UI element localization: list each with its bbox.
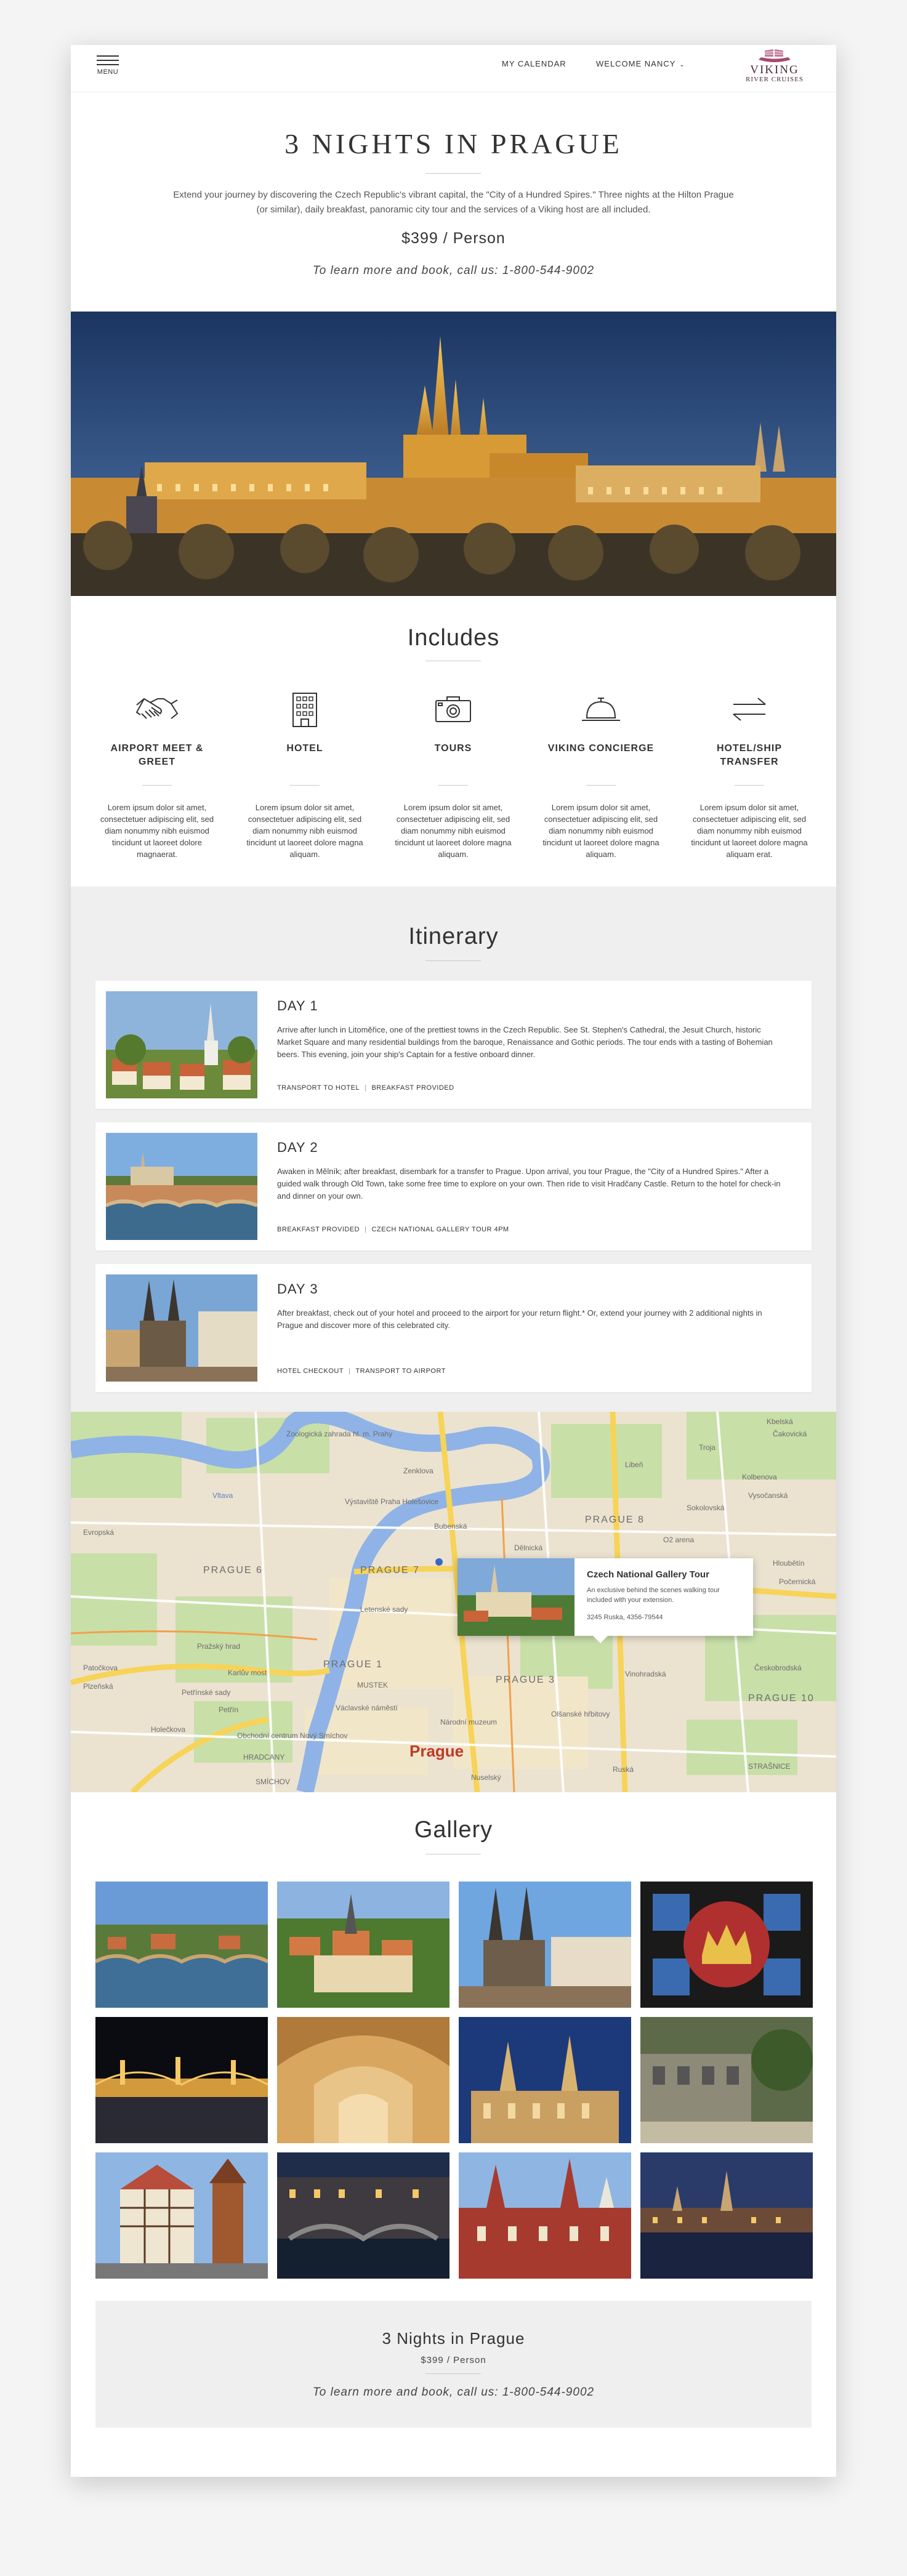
logo-line1: VIKING bbox=[750, 63, 799, 76]
map-label: Evropská bbox=[83, 1528, 115, 1537]
map-label: Hloubětín bbox=[773, 1559, 805, 1568]
include-title: HOTEL bbox=[286, 743, 323, 754]
divider bbox=[142, 785, 172, 786]
gallery-image[interactable] bbox=[95, 1882, 268, 2008]
gallery-image[interactable] bbox=[640, 1882, 813, 2008]
map-label: Letenské sady bbox=[360, 1605, 408, 1614]
divider bbox=[735, 785, 764, 786]
popup-description: An exclusive behind the scenes walking tour included with your extension. bbox=[587, 1587, 720, 1604]
footer-title: 3 Nights in Prague bbox=[382, 2329, 525, 2348]
divider bbox=[438, 785, 468, 786]
itinerary-day-card bbox=[95, 981, 812, 1109]
gallery-image[interactable] bbox=[95, 2017, 268, 2143]
day-tag: TRANSPORT TO HOTEL bbox=[277, 1084, 360, 1092]
itinerary-day-card bbox=[95, 1122, 812, 1250]
map-pin-icon[interactable] bbox=[435, 1558, 443, 1566]
include-hotel bbox=[243, 688, 366, 860]
hamburger-icon bbox=[95, 55, 120, 65]
map-label: Národní muzeum bbox=[440, 1718, 498, 1726]
itinerary-divider bbox=[425, 960, 481, 961]
day-tags: TRANSPORT TO HOTEL | BREAKFAST PROVIDED bbox=[277, 1084, 454, 1092]
include-description: Lorem ipsum dolor sit amet, consectetuer adipiscing elit, sed diam nonummy nibh euismod tincidunt ut laoreet dolore magna aliquam erat. bbox=[691, 803, 808, 859]
prague-map[interactable] bbox=[71, 1412, 836, 1792]
footer-price: $399 / Person bbox=[421, 2355, 486, 2365]
map-city-label: Prague bbox=[409, 1742, 464, 1760]
includes-title: Includes bbox=[407, 625, 500, 651]
concierge-bell-icon bbox=[576, 688, 626, 731]
gallery-image[interactable] bbox=[459, 2152, 631, 2279]
day-title: DAY 1 bbox=[277, 998, 318, 1013]
map-label: Libeň bbox=[625, 1460, 643, 1469]
gallery-image[interactable] bbox=[277, 1882, 449, 2008]
map-label: Troja bbox=[699, 1443, 716, 1452]
include-airport-meet bbox=[95, 688, 219, 860]
handshake-icon bbox=[132, 688, 182, 731]
day-tag: BREAKFAST PROVIDED bbox=[277, 1226, 360, 1233]
include-description: Lorem ipsum dolor sit amet, consectetuer adipiscing elit, sed diam nonummy nibh euismod tincidunt ut laoreet dolore magna aliquam. bbox=[542, 803, 659, 859]
map-label: Václavské náměstí bbox=[336, 1704, 398, 1712]
footer-cta bbox=[95, 2301, 812, 2428]
map-label: Počernická bbox=[779, 1577, 816, 1586]
camera-icon bbox=[429, 688, 478, 731]
popup-address: 3245 Ruska, 4356-79544 bbox=[587, 1614, 663, 1621]
map-label: Dělnická bbox=[514, 1544, 543, 1552]
map-label: Kolbenova bbox=[742, 1473, 777, 1481]
divider bbox=[586, 785, 616, 786]
map-label: Čakovická bbox=[773, 1430, 807, 1438]
day-tag: BREAKFAST PROVIDED bbox=[371, 1084, 454, 1092]
itinerary-title: Itinerary bbox=[408, 924, 499, 949]
map-label: SMÍCHOV bbox=[256, 1777, 291, 1786]
day-tags: BREAKFAST PROVIDED | CZECH NATIONAL GALLERY TOUR 4PM bbox=[277, 1226, 509, 1233]
divider bbox=[290, 785, 320, 786]
longship-icon bbox=[756, 49, 793, 65]
gallery-title: Gallery bbox=[414, 1817, 493, 1843]
day-description: Arrive after lunch in Litoměřice, one of the prettiest towns in the Czech Republic. See St. Stephen's Cathedral, the Jesuit Church, historic Market Square and many residential buildings from the baroque, Renaissance and Gothic periods. The tour ends with a tasting of Bohemian beers. This evening, join your ship's Captain for a festive onboard dinner. bbox=[277, 1025, 773, 1059]
map-label: Bubenská bbox=[434, 1522, 467, 1531]
day-description: Awaken in Mělník; after breakfast, disembark for a transfer to Prague. Upon arrival, you tour Prague, the "City of a Hundred Spires." After a guided walk through Old Town, take some free time to explore on your own. Then ride to visit Hradčany Castle. Return to the hotel for check-in and dinner on your own. bbox=[277, 1167, 781, 1201]
gallery-tour-thumbnail bbox=[458, 1558, 574, 1636]
map-label: Petřín bbox=[219, 1705, 239, 1714]
day-title: DAY 2 bbox=[277, 1140, 318, 1155]
hero-description: Extend your journey by discovering the Czech Republic's vibrant capital, the "City of a Hundred Spires." Three nights at the Hilton Prague (or similar), daily breakfast, panoramic city tour and the services of a Viking host are all included. bbox=[173, 190, 734, 215]
map-label: Nuselský bbox=[471, 1773, 501, 1782]
my-calendar-link[interactable]: MY CALENDAR bbox=[502, 59, 566, 68]
map-label: Ruská bbox=[613, 1765, 634, 1774]
day-tag: CZECH NATIONAL GALLERY TOUR 4PM bbox=[371, 1226, 509, 1233]
day-description: After breakfast, check out of your hotel and proceed to the airport for your return flight.* Or, extend your journey with 2 additional nights in Prague and discover more of this celebrated city. bbox=[277, 1308, 762, 1330]
map-label: PRAGUE 1 bbox=[323, 1659, 383, 1670]
page bbox=[71, 45, 836, 2477]
welcome-user-dropdown[interactable] bbox=[596, 59, 685, 68]
chevron-down-icon: ⌄ bbox=[679, 62, 685, 68]
page-title: 3 NIGHTS IN PRAGUE bbox=[284, 128, 623, 159]
map-label: Obchodní centrum Nový Smíchov bbox=[237, 1731, 348, 1740]
prague-castle-hero-image bbox=[71, 312, 836, 596]
menu-label: MENU bbox=[97, 68, 119, 76]
map-label: Holečkova bbox=[151, 1725, 186, 1734]
include-title: AIRPORT MEET & GREET bbox=[110, 743, 204, 767]
logo-line2: RIVER CRUISES bbox=[746, 76, 804, 83]
map-label: MUSTEK bbox=[357, 1681, 389, 1689]
map-label: Zenklova bbox=[403, 1467, 433, 1475]
top-nav-bar bbox=[71, 45, 836, 92]
footer-divider bbox=[425, 2373, 481, 2374]
hotel-icon bbox=[280, 688, 329, 731]
include-description: Lorem ipsum dolor sit amet, consectetuer adipiscing elit, sed diam nonummy nibh euismod tincidunt ut laoreet dolore magna aliquam. bbox=[395, 803, 512, 859]
day-tag: HOTEL CHECKOUT bbox=[277, 1367, 344, 1375]
hero-call-to-book: To learn more and book, call us: 1-800-544-9002 bbox=[312, 264, 595, 277]
map-label: PRAGUE 6 bbox=[203, 1565, 263, 1576]
include-description: Lorem ipsum dolor sit amet, consectetuer adipiscing elit, sed diam nonummy nibh euismod tincidunt ut laoreet dolore magna aliquam. bbox=[246, 803, 363, 859]
map-label: Vinohradská bbox=[625, 1670, 666, 1678]
gallery-image[interactable] bbox=[277, 2152, 449, 2279]
gallery-image[interactable] bbox=[459, 1882, 631, 2008]
map-info-popup[interactable] bbox=[458, 1558, 753, 1636]
map-label: STRAŠNICE bbox=[748, 1762, 791, 1771]
map-label: PRAGUE 10 bbox=[748, 1693, 815, 1704]
map-label: Pražský hrad bbox=[197, 1642, 241, 1651]
include-title: VIKING CONCIERGE bbox=[547, 743, 655, 754]
itinerary-day-card bbox=[95, 1264, 812, 1392]
menu-button[interactable] bbox=[95, 52, 120, 76]
map-label: Zoologická zahrada hl. m. Prahy bbox=[286, 1430, 393, 1438]
gallery-image[interactable] bbox=[640, 2152, 813, 2279]
include-title: TOURS bbox=[434, 743, 472, 754]
map-label: Vysočanská bbox=[748, 1491, 788, 1500]
gallery-image[interactable] bbox=[459, 2017, 631, 2143]
map-label: PRAGUE 7 bbox=[360, 1565, 420, 1576]
map-label: Petřínské sady bbox=[182, 1688, 231, 1697]
map-label: Sokolovská bbox=[687, 1503, 725, 1512]
title-divider bbox=[425, 173, 481, 174]
footer-call-to-book: To learn more and book, call us: 1-800-544-9002 bbox=[312, 2386, 595, 2399]
litomerice-image bbox=[106, 991, 257, 1098]
gallery-image[interactable] bbox=[95, 2152, 268, 2279]
map-label: Vltava bbox=[212, 1491, 233, 1500]
include-tours bbox=[392, 688, 515, 860]
transfer-arrows-icon bbox=[725, 688, 774, 731]
day-tags: HOTEL CHECKOUT | TRANSPORT TO AIRPORT bbox=[277, 1367, 446, 1375]
day-tag: TRANSPORT TO AIRPORT bbox=[355, 1367, 446, 1375]
include-description: Lorem ipsum dolor sit amet, consectetuer adipiscing elit, sed diam nonummy nibh euismod tincidunt ut laoreet dolore magnaerat. bbox=[100, 803, 214, 859]
itinerary-section bbox=[71, 887, 836, 1412]
map-label: PRAGUE 8 bbox=[585, 1515, 645, 1525]
viking-logo[interactable] bbox=[738, 49, 812, 83]
map-label: Výstaviště Praha Holešovice bbox=[345, 1497, 439, 1506]
hero-price: $399 / Person bbox=[401, 230, 506, 247]
map-label: Plzeňská bbox=[83, 1682, 113, 1691]
map-label: HRADCANY bbox=[243, 1753, 285, 1761]
map-label: Českobrodská bbox=[754, 1664, 802, 1672]
map-label: Kbelská bbox=[767, 1417, 793, 1426]
popup-title: Czech National Gallery Tour bbox=[587, 1569, 709, 1580]
welcome-label: WELCOME NANCY bbox=[596, 59, 676, 68]
map-label: Karlův most bbox=[228, 1668, 267, 1677]
map-label: O2 arena bbox=[663, 1536, 695, 1544]
gallery-image[interactable] bbox=[640, 2017, 813, 2143]
map-label: PRAGUE 3 bbox=[496, 1675, 555, 1685]
map-label: Patočkova bbox=[83, 1664, 118, 1672]
gallery-image[interactable] bbox=[277, 2017, 449, 2143]
include-title: HOTEL/SHIP TRANSFER bbox=[716, 743, 782, 767]
tyn-church-image bbox=[106, 1274, 257, 1382]
prague-river-image bbox=[106, 1133, 257, 1240]
map-label: Olšanské hřbitovy bbox=[551, 1710, 610, 1718]
include-viking-concierge bbox=[539, 688, 663, 860]
include-hotel-ship-transfer bbox=[688, 688, 811, 860]
day-title: DAY 3 bbox=[277, 1281, 318, 1297]
